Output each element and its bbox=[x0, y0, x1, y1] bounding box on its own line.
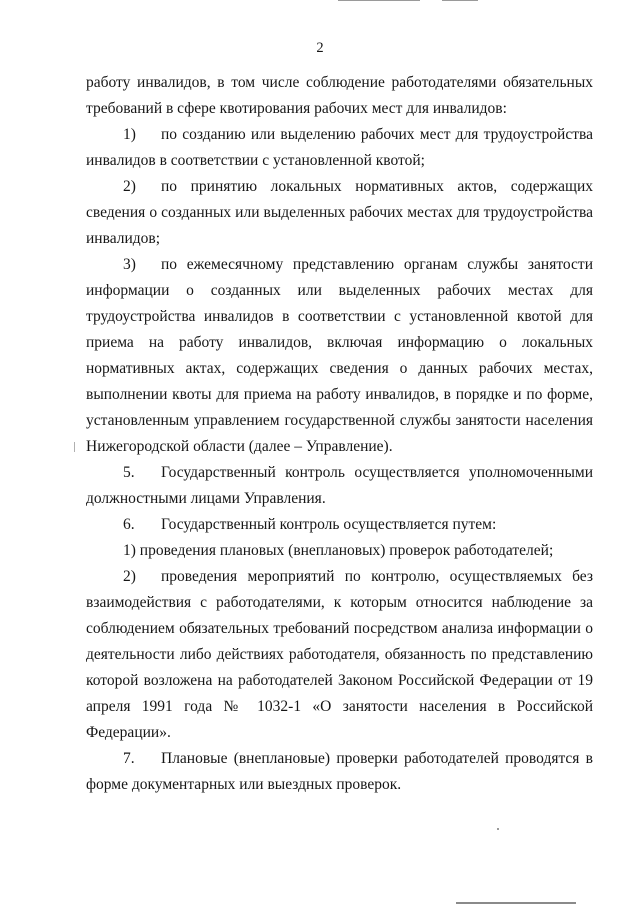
scan-artifact-top bbox=[338, 0, 420, 1]
section-number: 7. bbox=[123, 750, 135, 767]
list-item-3 bbox=[86, 252, 593, 460]
list-item-2 bbox=[86, 174, 593, 252]
list-item-1 bbox=[86, 122, 593, 174]
page-number: 2 bbox=[316, 40, 324, 56]
scan-artifact-top bbox=[442, 0, 478, 1]
paragraph-text: проведения мероприятий по контролю, осуществляемых без взаимодействия с работодателями, к которым относится наблюдение за соблюдением обязательных требований посредством анализа информации о деятельности либо действиях работодателя, обязанность по представлению которой возложена на работодателей Законом Российской Федерации от 19 апреля 1991 года № 1032-1 «О занятости населения в Российской Федерации». bbox=[86, 568, 593, 741]
list-number: 2) bbox=[123, 568, 136, 585]
paragraph-text: работу инвалидов, в том числе соблюдение работодателями обязательных требований в сфере квотирования рабочих мест для инвалидов: bbox=[86, 74, 593, 117]
paragraph-text: по созданию или выделению рабочих мест для трудоустройства инвалидов в соответствии с установленной квотой; bbox=[86, 126, 593, 169]
document-body bbox=[86, 70, 593, 798]
sub-item-2 bbox=[86, 564, 593, 746]
section-7 bbox=[86, 746, 593, 798]
paragraph-text: по принятию локальных нормативных актов, содержащих сведения о созданных или выделенных рабочих местах для трудоустройства инвалидов; bbox=[86, 178, 593, 247]
scan-artifact-dot bbox=[497, 828, 499, 830]
scan-artifact-bottom bbox=[456, 902, 576, 904]
paragraph-text: Плановые (внеплановые) проверки работодателей проводятся в форме документарных или выездных проверок. bbox=[86, 750, 593, 793]
section-number: 5. bbox=[123, 464, 135, 481]
section-number: 6. bbox=[123, 516, 135, 533]
list-number: 1) bbox=[123, 126, 136, 143]
paragraph-intro bbox=[86, 70, 593, 122]
list-number: 2) bbox=[123, 178, 136, 195]
paragraph-text: 1) проведения плановых (внеплановых) проверок работодателей; bbox=[123, 542, 554, 559]
sub-item-1 bbox=[86, 538, 593, 564]
paragraph-text: Государственный контроль осуществляется уполномоченными должностными лицами Управления. bbox=[86, 464, 593, 507]
list-number: 3) bbox=[123, 256, 136, 273]
scan-artifact-margin bbox=[74, 442, 75, 452]
section-5 bbox=[86, 460, 593, 512]
paragraph-text: Государственный контроль осуществляется путем: bbox=[161, 516, 497, 533]
section-6 bbox=[86, 512, 593, 538]
paragraph-text: по ежемесячному представлению органам службы занятости информации о созданных или выделенных рабочих местах для трудоустройства инвалидов в соответствии с установленной квотой для приема на работу инвалидов, включая информацию о локальных нормативных актах, содержащих сведения о данных рабочих местах, выполнении квоты для приема на работу инвалидов, в порядке и по форме, установленным управлением государственной службы занятости населения Нижегородской области (далее – Управление). bbox=[86, 256, 593, 455]
